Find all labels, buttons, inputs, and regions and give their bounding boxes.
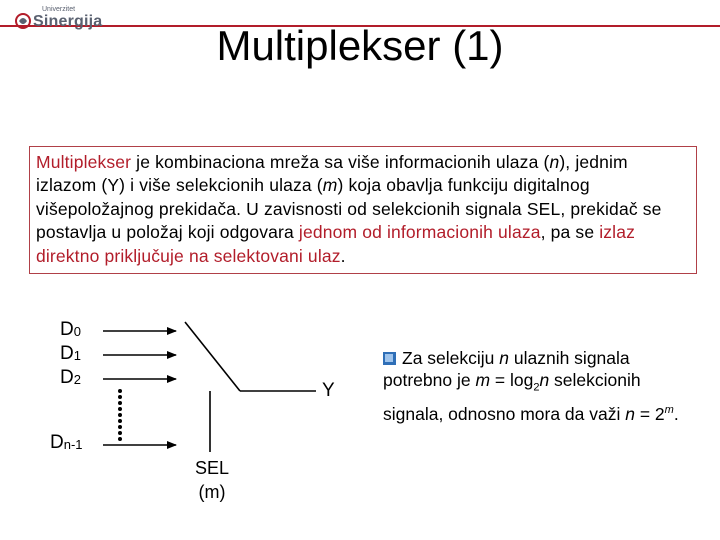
input-label-dn1: $D_{n-1}$ [50,432,83,453]
definition-text-3: ) koja obavlja funkciju digitalnog višepoložajnog prekidača. U zavisnosti od selekcionih signala SEL, prekidač se postavlja u položaj koji odgovara [36,175,662,243]
definition-term: Multiplekser [36,152,132,172]
definition-text-5: . [340,245,346,266]
input-label-d1: $D_1$ [60,343,81,364]
ellipsis-dots [118,389,122,441]
definition-textbox [29,146,697,274]
definition-text-2: ), jednim izlazom (Y) i više selekcionih ulaza ( [36,152,628,196]
input-label-d2: $D_2$ [60,367,81,388]
definition-highlight-1: jednom od informacionih ulaza [298,222,541,243]
selection-note: Za selekciju n ulaznih signala potrebno je $m = \log_2n$ selekcionih signala, odnosno mora da važi $n = 2^m$. [383,348,679,424]
definition-highlight-2: izlaz direktno priključuje na selektovani ulaz [36,222,635,266]
input-label-d0: $D_0$ [60,319,81,340]
logo-small-text: Univerzitet [42,6,76,13]
slide-title: Multiplekser (1) [216,22,504,69]
definition-text-1: je kombinaciona mreža sa više informacionih ulaza ( [131,152,550,172]
select-label-sel: SEL [194,458,230,478]
logo-brand-text: Sinergija [33,13,103,30]
definition-var-n: n [549,152,560,172]
switch-lever [185,322,240,391]
select-label [182,456,242,504]
select-label-m: (m) [198,482,226,502]
definition-text-4: , pa se [540,222,600,243]
output-label: Y [322,380,335,401]
definition-var-m: m [322,175,338,196]
checkbox-bullet-icon [383,352,396,365]
